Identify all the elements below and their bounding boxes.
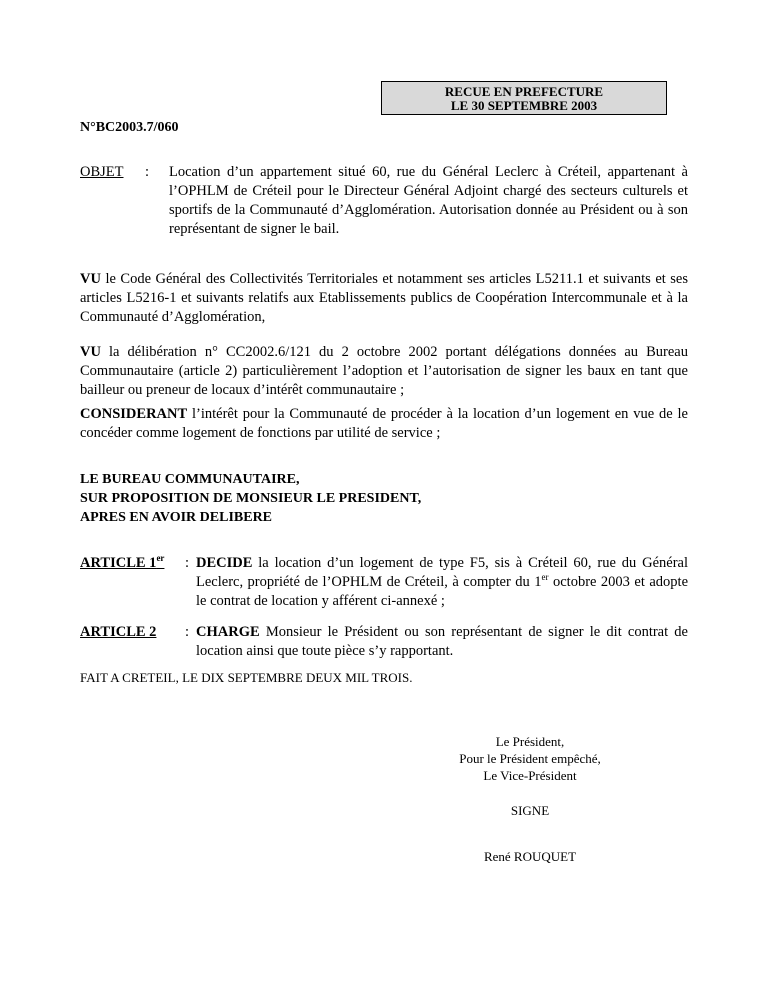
- consideration-considerant: [80, 405, 688, 443]
- article-1-label: ARTICLE 1er: [80, 553, 165, 571]
- consideration-vu-deliberation: [80, 343, 688, 400]
- bureau-line-2: SUR PROPOSITION DE MONSIEUR LE PRESIDENT,: [80, 491, 422, 506]
- article-2-label: ARTICLE 2: [80, 624, 157, 640]
- signature-line-3: Le Vice-Président: [483, 768, 577, 783]
- signatory-name: René ROUQUET: [483, 849, 577, 864]
- consideration-vu-code: [80, 270, 688, 327]
- bureau-line-3: APRES EN AVOIR DELIBERE: [80, 510, 273, 525]
- signature-block: [440, 733, 620, 784]
- signature-line-1: Le Président,: [495, 734, 565, 749]
- objet-text: Location d’un appartement situé 60, rue du Général Leclerc à Créteil, appartenant à l’OPHLM de Créteil pour le Directeur Général Adjoint chargé des secteurs culturels et sportifs de la Communauté d’Agglomération. Autorisation donnée au Président ou à son représentant de signer le bail.: [169, 164, 688, 237]
- signature-line-2: Pour le Président empêché,: [459, 751, 601, 766]
- deliberation-reference: N°BC2003.7/060: [80, 120, 179, 135]
- consideration-keyword: CONSIDERANT: [80, 406, 188, 422]
- signature-status: SIGNE: [510, 803, 550, 818]
- stamp-line-1: RECUE EN PREFECTURE: [444, 84, 604, 99]
- bureau-heading: [80, 470, 421, 527]
- objet-colon: :: [145, 164, 150, 180]
- bureau-line-1: LE BUREAU COMMUNAUTAIRE,: [80, 472, 300, 487]
- consideration-text: l’intérêt pour la Communauté de procéder à la location d’un logement en vue de le concéder comme logement de fonctions par utilité de service ;: [80, 406, 688, 441]
- objet-label: OBJET: [80, 164, 124, 180]
- stamp-line-2: LE 30 SEPTEMBRE 2003: [450, 98, 598, 113]
- consideration-text: le Code Général des Collectivités Territoriales et notamment ses articles L5211.1 et suivants et ses articles L5216-1 et suivants relatifs aux Etablissements publics de Coopération Intercommunale et à la Communauté d’Agglomération,: [80, 271, 688, 325]
- consideration-keyword: VU: [80, 344, 101, 360]
- consideration-text: la délibération n° CC2002.6/121 du 2 octobre 2002 portant délégations données au Bureau Communautaire (article 2) particulièrement l’adoption et l’autorisation de signer les baux en tant que bailleur ou preneur de locaux d’intérêt communautaire ;: [80, 344, 688, 398]
- fait-a-line: FAIT A CRETEIL, LE DIX SEPTEMBRE DEUX MIL TROIS.: [80, 670, 413, 685]
- article-1-colon: :: [185, 555, 190, 571]
- article-2-text: CHARGE Monsieur le Président ou son représentant de signer le dit contrat de location ainsi que toute pièce s’y rapportant.: [196, 624, 688, 659]
- consideration-keyword: VU: [80, 271, 101, 287]
- article-2-colon: :: [185, 624, 190, 640]
- prefecture-stamp: [381, 81, 667, 115]
- article-1-text: DECIDE la location d’un logement de type F5, sis à Créteil 60, rue du Général Leclerc, propriété de l’OPHLM de Créteil, à compter du 1er octobre 2003 et adopte le contrat de location y afférent ci-annexé ;: [196, 555, 689, 609]
